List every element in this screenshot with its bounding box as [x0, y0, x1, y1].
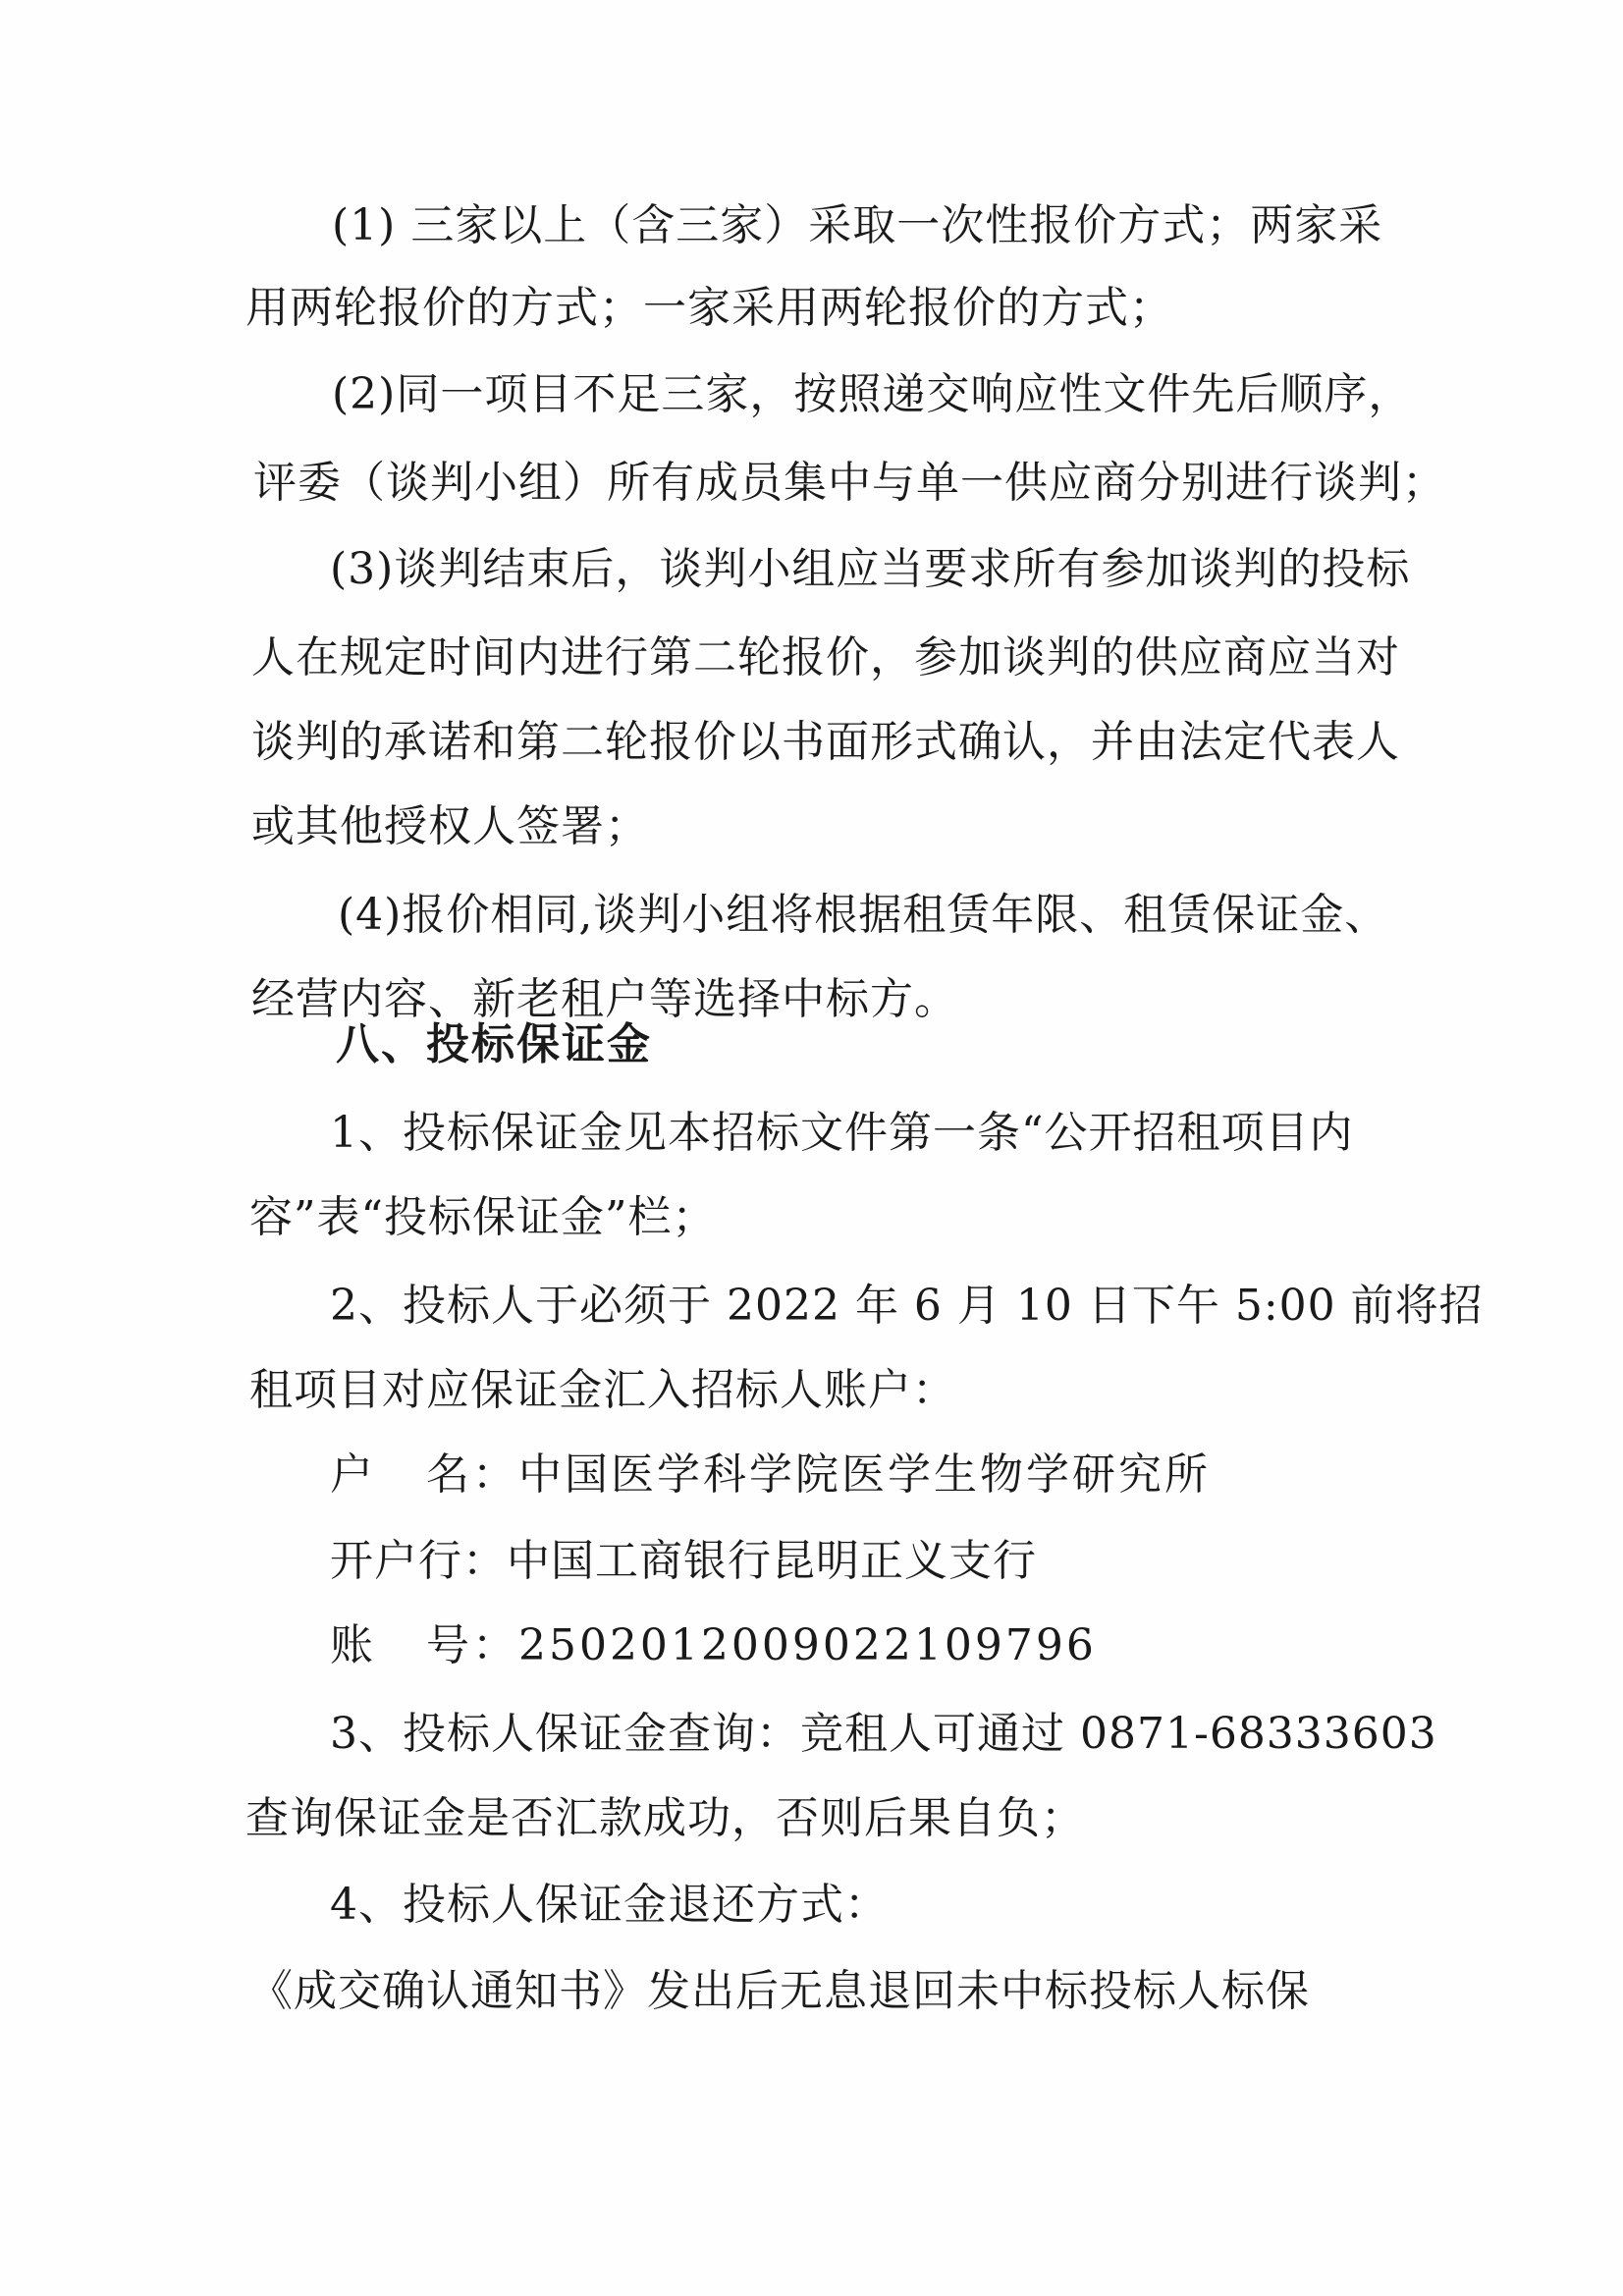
rule-2-line-2: 评委（谈判小组）所有成员集中与单一供应商分别进行谈判；	[253, 458, 1446, 508]
item-2-line-1: 2、投标人于必须于 2022 年 6 月 10 日下午 5:00 前将招	[330, 1281, 1484, 1331]
rule-3-line-4: 或其他授权人签署；	[251, 801, 649, 851]
item-3-line-2: 查询保证金是否汇款成功，否则后果自负；	[245, 1793, 1085, 1843]
item-3-line-1: 3、投标人保证金查询：竞租人可通过 0871-68333603	[330, 1709, 1437, 1759]
rule-1-line-2: 用两轮报价的方式；一家采用两轮报价的方式；	[245, 283, 1173, 333]
account-number: 账 号：2502012009022109796	[330, 1620, 1097, 1670]
rule-3-line-2: 人在规定时间内进行第二轮报价，参加谈判的供应商应当对	[251, 632, 1400, 683]
item-4-line-2: 《成交确认通知书》发出后无息退回未中标投标人标保	[249, 1966, 1310, 2016]
item-1-line-2: 容”表“投标保证金”栏；	[249, 1192, 717, 1242]
rule-3-line-3: 谈判的承诺和第二轮报价以书面形式确认，并由法定代表人	[251, 717, 1400, 767]
rule-4-line-1: (4)报价相同,谈判小组将根据租赁年限、租赁保证金、	[338, 890, 1389, 940]
rule-1-line-1: (1) 三家以上（含三家）采取一次性报价方式；两家采	[332, 200, 1383, 250]
rule-2-line-1: (2)同一项目不足三家，按照递交响应性文件先后顺序，	[332, 369, 1413, 419]
account-bank: 开户行：中国工商银行昆明正义支行	[330, 1536, 1037, 1586]
section-eight-heading: 八、投标保证金	[336, 1019, 652, 1069]
rule-4-line-2: 经营内容、新老租户等选择中标方。	[251, 974, 958, 1024]
rule-3-line-1: (3)谈判结束后，谈判小组应当要求所有参加谈判的投标	[330, 544, 1411, 594]
item-2-line-2: 租项目对应保证金汇入招标人账户：	[249, 1365, 956, 1415]
item-1-line-1: 1、投标保证金见本招标文件第一条“公开招租项目内	[330, 1108, 1354, 1158]
account-name: 户 名：中国医学科学院医学生物学研究所	[330, 1449, 1211, 1500]
item-4-line-1: 4、投标人保证金退还方式：	[330, 1880, 889, 1930]
